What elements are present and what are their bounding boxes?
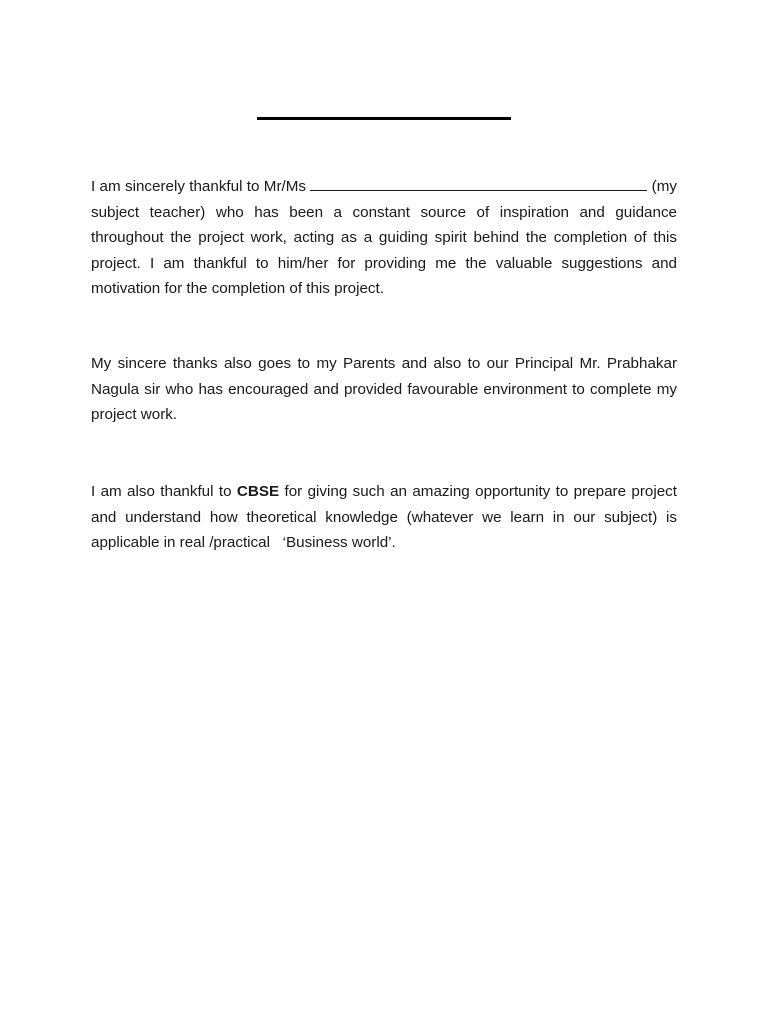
- paragraph3-before: I am also thankful to: [91, 483, 232, 500]
- paragraph1-rest: (my subject teacher) who has been a constant source of inspiration and guidance throughout the project work, acting as a guiding spirit behind the completion of this project. I am thankful to him/her for providing me the valuable suggestions and motivation for the completion of this project.: [91, 178, 677, 297]
- paragraph-parents-principal-thanks: [91, 351, 677, 428]
- paragraph1-lead: I am sincerely thankful to Mr/Ms: [91, 178, 306, 195]
- paragraph-teacher-thanks: [91, 174, 677, 302]
- paragraph3-after: for giving such an amazing opportunity to prepare project and understand how theoretical knowledge (whatever we learn in our subject) is applicable in real /practical ‘Business world’.: [91, 483, 677, 551]
- cbse-bold-text: CBSE: [236, 483, 280, 500]
- teacher-name-blank: [310, 175, 647, 191]
- paragraph2-text: My sincere thanks also goes to my Parents and also to our Principal Mr. Prabhakar Nagula sir who has encouraged and provided favourable environment to complete my project work.: [91, 355, 677, 423]
- title-underline: [257, 117, 511, 120]
- paragraph-cbse-thanks: [91, 479, 677, 556]
